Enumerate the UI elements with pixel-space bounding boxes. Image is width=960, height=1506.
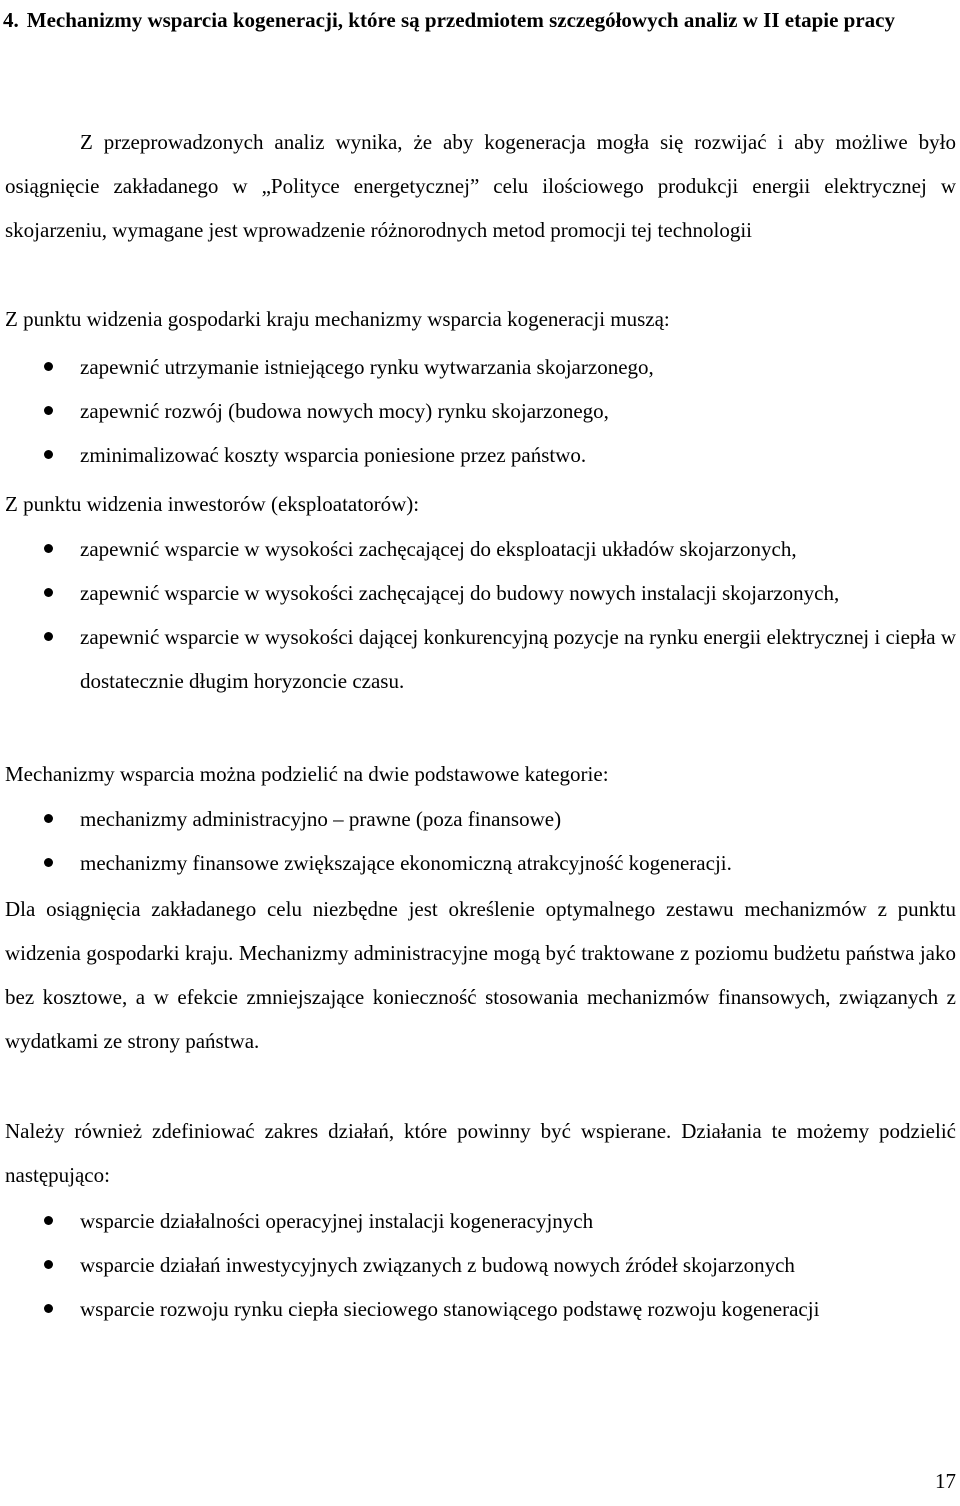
bullet-icon [44,814,53,823]
bullet-icon [44,450,53,459]
list-item: zapewnić wsparcie w wysokości dającej konkurencyjną pozycje na rynku energii elektrycznej i ciepła w dostatecznie długim horyzoncie czasu. [0,615,956,703]
list-item: zminimalizować koszty wsparcia poniesione przez państwo. [0,433,956,477]
list-item: zapewnić wsparcie w wysokości zachęcającej do eksploatacji układów skojarzonych, [0,527,956,571]
bullet-icon [44,406,53,415]
bullet-icon [44,1216,53,1225]
bullet-icon [44,858,53,867]
list-item: zapewnić utrzymanie istniejącego rynku wytwarzania skojarzonego, [0,345,956,389]
scope-paragraph: Należy również zdefiniować zakres działań, które powinny być wspierane. Działania te możemy podzielić następująco: [5,1119,956,1187]
categories-lead-paragraph: Mechanizmy wsparcia można podzielić na dwie podstawowe kategorie: [5,762,609,786]
bullet-icon [44,588,53,597]
bullet-icon [44,1304,53,1313]
bullet-icon [44,362,53,371]
section-number: 4. [3,8,19,32]
list-item: zapewnić wsparcie w wysokości zachęcającej do budowy nowych instalacji skojarzonych, [0,571,956,615]
bullet-icon [44,1260,53,1269]
investors-lead-paragraph: Z punktu widzenia inwestorów (eksploatatorów): [5,492,420,516]
bullet-icon [44,632,53,641]
section-heading [3,0,955,41]
economy-requirements-list [0,345,956,477]
supported-actions-list [0,1199,956,1331]
economy-lead-paragraph: Z punktu widzenia gospodarki kraju mechanizmy wsparcia kogeneracji muszą: [5,307,670,331]
mechanism-categories-list [0,797,956,885]
optimal-set-paragraph: Dla osiągnięcia zakładanego celu niezbędne jest określenie optymalnego zestawu mechanizmów z punktu widzenia gospodarki kraju. Mechanizmy administracyjne mogą być traktowane z poziomu budżetu państwa jako bez kosztowe, a w efekcie zmniejszające konieczność stosowania mechanizmów finansowych, związanych z wydatkami ze strony państwa. [5,897,956,1053]
section-title: Mechanizmy wsparcia kogeneracji, które są przedmiotem szczegółowych analiz w II etapie pracy [26,8,895,32]
intro-paragraph: Z przeprowadzonych analiz wynika, że aby kogeneracja mogła się rozwijać i aby możliwe było osiągnięcie zakładanego w „Polityce energetycznej” celu ilościowego produkcji energii elektrycznej w skojarzeniu, wymagane jest wprowadzenie różnorodnych metod promocji tej technologii [5,130,956,242]
list-item: zapewnić rozwój (budowa nowych mocy) rynku skojarzonego, [0,389,956,433]
bullet-icon [44,544,53,553]
investor-requirements-list [0,527,956,703]
page-number: 17 [935,1469,956,1493]
list-item: mechanizmy finansowe zwiększające ekonomiczną atrakcyjność kogeneracji. [0,841,956,885]
list-item: wsparcie działań inwestycyjnych związanych z budową nowych źródeł skojarzonych [0,1243,956,1287]
list-item: wsparcie działalności operacyjnej instalacji kogeneracyjnych [0,1199,956,1243]
list-item: mechanizmy administracyjno – prawne (poza finansowe) [0,797,956,841]
list-item: wsparcie rozwoju rynku ciepła sieciowego stanowiącego podstawę rozwoju kogeneracji [0,1287,956,1331]
